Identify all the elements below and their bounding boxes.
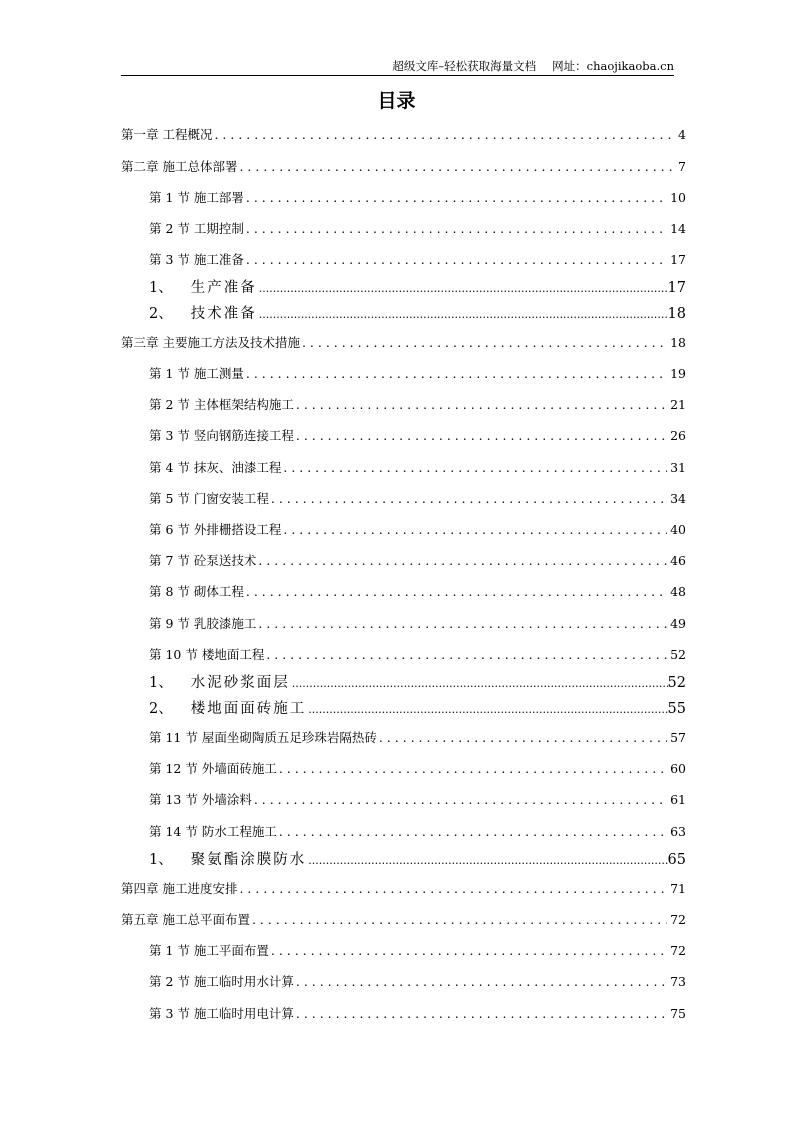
- toc-entry-label: 技术准备: [190, 306, 257, 322]
- toc-entry-chapter[interactable]: [121, 333, 686, 351]
- toc-leader-dots: [283, 522, 667, 537]
- toc-page-number: 52: [670, 647, 686, 662]
- toc-entry-label: 第四章 施工进度安排: [121, 881, 238, 896]
- toc-entry-label: 第 2 节 主体框架结构施工: [149, 397, 294, 412]
- toc-page-number: 21: [670, 397, 686, 412]
- toc-entry-label: 第 11 节 屋面坐砌陶质五足珍珠岩隔热砖: [149, 730, 377, 745]
- toc-entry-label: 第三章 主要施工方法及技术措施: [121, 335, 300, 350]
- toc-page-number: 18: [667, 306, 686, 322]
- toc-entry-section[interactable]: [149, 426, 686, 444]
- toc-leader-dots: [266, 647, 667, 662]
- toc-entry-label: 生产准备: [190, 280, 257, 296]
- toc-entry-section[interactable]: [149, 790, 686, 808]
- toc-entry-section[interactable]: [149, 395, 686, 413]
- toc-leader-dots: [246, 584, 667, 599]
- toc-item-number: 2、: [149, 306, 173, 322]
- header-url: 网址：chaojikaoba.cn: [552, 59, 674, 73]
- header-site-name: 超级文库–轻松获取海量文档: [392, 59, 537, 73]
- toc-item-number: 1、: [149, 280, 173, 296]
- toc-entry-section[interactable]: [149, 364, 686, 382]
- toc-entry-label: 第 2 节 工期控制: [149, 221, 244, 236]
- toc-page-number: 7: [678, 159, 686, 174]
- toc-page-number: 63: [670, 824, 686, 839]
- toc-page-number: 46: [670, 553, 686, 568]
- toc-entry-section[interactable]: [149, 759, 686, 777]
- toc-leader-dots: [279, 824, 667, 839]
- toc-page-number: 57: [670, 730, 686, 745]
- toc-leader-dots: [292, 675, 668, 691]
- toc-page-number: 26: [670, 428, 686, 443]
- toc-page-number: 34: [670, 491, 686, 506]
- toc-entry-chapter[interactable]: [121, 157, 686, 175]
- toc-entry-item[interactable]: [149, 302, 686, 323]
- toc-leader-dots: [259, 280, 668, 296]
- toc-entry-label: 第 8 节 砌体工程: [149, 584, 244, 599]
- toc-leader-dots: [239, 159, 675, 174]
- toc-entry-item[interactable]: [149, 276, 686, 297]
- toc-leader-dots: [296, 1006, 667, 1021]
- toc-entry-label: 第一章 工程概况: [121, 127, 213, 142]
- toc-page-number: 72: [670, 912, 686, 927]
- toc-entry-section[interactable]: [149, 250, 686, 268]
- toc-entry-label: 第 10 节 楼地面工程: [149, 647, 265, 662]
- toc-entry-label: 第 2 节 施工临时用水计算: [149, 974, 294, 989]
- toc-page-number: 17: [667, 280, 686, 296]
- toc-leader-dots: [308, 852, 667, 868]
- toc-leader-dots: [379, 730, 667, 745]
- toc-page-number: 52: [667, 675, 686, 691]
- page-header: [121, 55, 674, 76]
- toc-page-number: 14: [670, 221, 686, 236]
- toc-entry-label: 第 7 节 砼泵送技术: [149, 553, 257, 568]
- toc-leader-dots: [246, 366, 667, 381]
- toc-entry-section[interactable]: [149, 822, 686, 840]
- toc-entry-label: 第 4 节 抹灰、油漆工程: [149, 460, 282, 475]
- toc-page-number: 65: [667, 852, 686, 868]
- toc-leader-dots: [239, 881, 667, 896]
- toc-entry-chapter[interactable]: [121, 125, 686, 143]
- toc-leader-dots: [246, 252, 667, 267]
- toc-entry-label: 第 6 节 外排栅搭设工程: [149, 522, 282, 537]
- toc-entry-label: 第 1 节 施工测量: [149, 366, 244, 381]
- toc-page-number: 31: [670, 460, 686, 475]
- toc-page-number: 60: [670, 761, 686, 776]
- toc-leader-dots: [214, 127, 675, 142]
- toc-leader-dots: [302, 335, 667, 350]
- toc-page-number: 71: [670, 881, 686, 896]
- toc-page-number: 40: [670, 522, 686, 537]
- toc-entry-section[interactable]: [149, 1004, 686, 1022]
- toc-page-number: 72: [670, 943, 686, 958]
- toc-entry-section[interactable]: [149, 582, 686, 600]
- toc-entry-section[interactable]: [149, 728, 686, 746]
- toc-entry-label: 第 1 节 施工平面布置: [149, 943, 269, 958]
- toc-entry-label: 第 9 节 乳胶漆施工: [149, 616, 257, 631]
- header-text: [392, 58, 674, 74]
- toc-leader-dots: [279, 761, 667, 776]
- toc-page-number: 10: [670, 190, 686, 205]
- toc-entry-section[interactable]: [149, 941, 686, 959]
- toc-leader-dots: [252, 912, 667, 927]
- toc-page-number: 73: [670, 974, 686, 989]
- toc-entry-label: 聚氨酯涂膜防水: [190, 852, 307, 868]
- toc-entry-section[interactable]: [149, 520, 686, 538]
- toc-leader-dots: [308, 701, 667, 717]
- toc-leader-dots: [296, 428, 667, 443]
- toc-entry-label: 第 1 节 施工部署: [149, 190, 244, 205]
- toc-page-number: 55: [667, 701, 686, 717]
- toc-entry-label: 第 3 节 竖向钢筋连接工程: [149, 428, 294, 443]
- toc-page-number: 4: [678, 127, 686, 142]
- toc-leader-dots: [254, 792, 667, 807]
- toc-entry-label: 第 3 节 施工临时用电计算: [149, 1006, 294, 1021]
- toc-entry-section[interactable]: [149, 219, 686, 237]
- toc-entry-label: 第 14 节 防水工程施工: [149, 824, 277, 839]
- toc-page-number: 18: [670, 335, 686, 350]
- toc-entry-section[interactable]: [149, 458, 686, 476]
- toc-page-number: 61: [670, 792, 686, 807]
- toc-leader-dots: [296, 397, 667, 412]
- toc-leader-dots: [259, 306, 668, 322]
- toc-entry-section[interactable]: [149, 614, 686, 632]
- toc-entry-chapter[interactable]: [121, 879, 686, 897]
- toc-leader-dots: [296, 974, 667, 989]
- toc-page-number: 19: [670, 366, 686, 381]
- toc-entry-label: 第 12 节 外墙面砖施工: [149, 761, 277, 776]
- toc-entry-label: 水泥砂浆面层: [190, 675, 290, 691]
- toc-page-number: 75: [670, 1006, 686, 1021]
- toc-entry-section[interactable]: [149, 489, 686, 507]
- toc-page-number: 49: [670, 616, 686, 631]
- toc-entry-item[interactable]: [149, 848, 686, 869]
- toc-leader-dots: [283, 460, 667, 475]
- toc-item-number: 2、: [149, 701, 173, 717]
- toc-page-number: 48: [670, 584, 686, 599]
- page-title: 目录: [377, 90, 416, 112]
- toc-entry-label: 第二章 施工总体部署: [121, 159, 238, 174]
- toc-entry-label: 第 5 节 门窗安装工程: [149, 491, 269, 506]
- toc-item-number: 1、: [149, 852, 173, 868]
- toc-item-number: 1、: [149, 675, 173, 691]
- toc-entry-section[interactable]: [149, 645, 686, 663]
- toc-page-number: 17: [670, 252, 686, 267]
- toc-leader-dots: [258, 616, 667, 631]
- toc-entry-label: 楼地面面砖施工: [190, 701, 307, 717]
- toc-entry-section[interactable]: [149, 551, 686, 569]
- toc-leader-dots: [258, 553, 667, 568]
- toc-leader-dots: [271, 491, 667, 506]
- toc-entry-section[interactable]: [149, 972, 686, 990]
- toc-entry-label: 第五章 施工总平面布置: [121, 912, 250, 927]
- toc-entry-chapter[interactable]: [121, 910, 686, 928]
- toc-entry-label: 第 13 节 外墙涂料: [149, 792, 252, 807]
- toc-leader-dots: [246, 190, 667, 205]
- toc-entry-section[interactable]: [149, 188, 686, 206]
- toc-entry-label: 第 3 节 施工准备: [149, 252, 244, 267]
- toc-entry-item[interactable]: [149, 671, 686, 692]
- toc-leader-dots: [271, 943, 667, 958]
- toc-leader-dots: [246, 221, 667, 236]
- toc-entry-item[interactable]: [149, 697, 686, 718]
